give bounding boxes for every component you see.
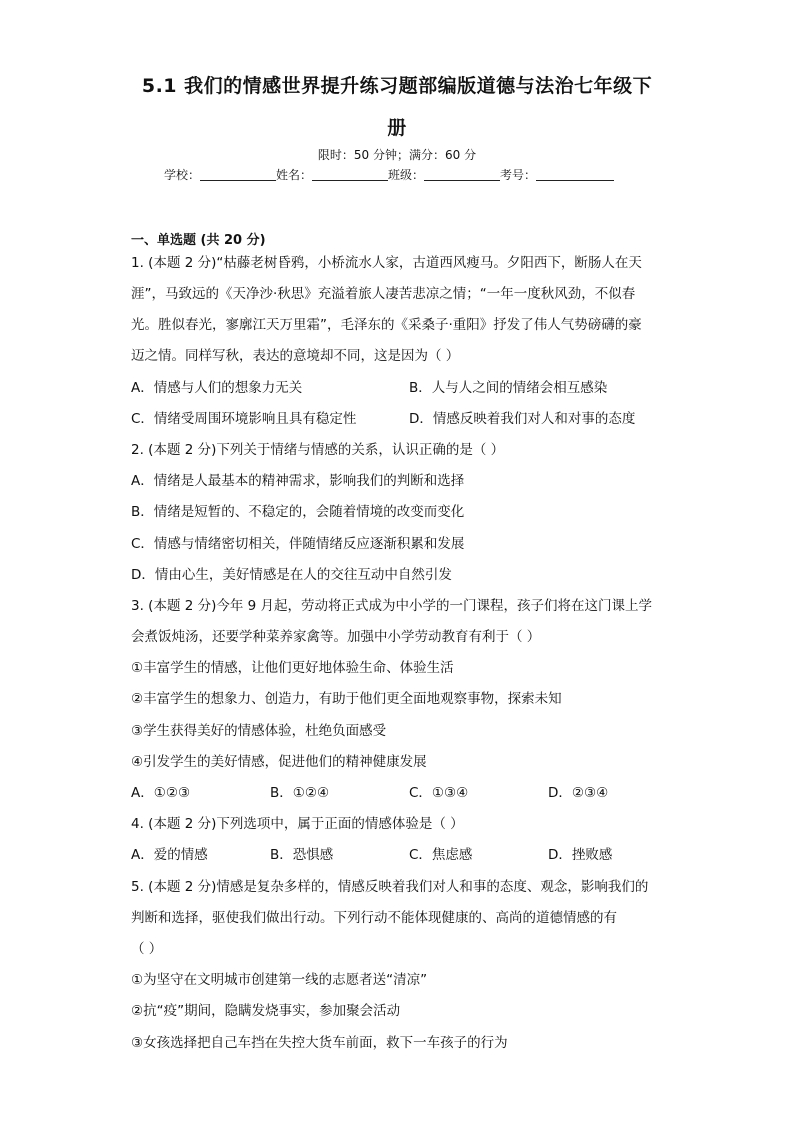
q1-option-d[interactable]: D．情感反映着我们对人和对事的态度	[409, 411, 636, 427]
name-blank[interactable]	[312, 168, 388, 181]
q2-option-d[interactable]: D．情由心生，美好情感是在人的交往互动中自然引发	[131, 567, 452, 583]
q4-option-c[interactable]: C．焦虑感	[409, 847, 473, 863]
q1-option-b[interactable]: B．人与人之间的情绪会相互感染	[409, 380, 608, 396]
q3-line: 3. (本题 2 分)今年 9 月起，劳动将正式成为中小学的一门课程，孩子们将在这门课上学	[131, 598, 653, 614]
q2-option-a[interactable]: A．情绪是人最基本的精神需求，影响我们的判断和选择	[131, 473, 465, 489]
doc-title-line1: 5.1 我们的情感世界提升练习题部编版道德与法治七年级下	[141, 75, 653, 97]
q4-stem: 4. (本题 2 分)下列选项中，属于正面的情感体验是（ ）	[131, 816, 464, 832]
q2-option-c[interactable]: C．情感与情绪密切相关，伴随情绪反应逐渐积累和发展	[131, 536, 465, 552]
q5-line: 5. (本题 2 分)情感是复杂多样的，情感反映着我们对人和事的态度、观念，影响我们的	[131, 879, 649, 895]
q3-item: ①丰富学生的情感，让他们更好地体验生命、体验生活	[131, 660, 454, 676]
school-label: 学校：	[164, 168, 201, 182]
section-heading: 一、单选题 (共 20 分)	[131, 233, 266, 248]
doc-title-line2: 册	[387, 117, 407, 139]
student-info-fields	[164, 166, 614, 183]
exam-no-label: 考号：	[500, 168, 537, 182]
q1-line: 1. (本题 2 分)“枯藤老树昏鸦，小桥流水人家，古道西风瘦马。夕阳西下，断肠人在天	[131, 255, 642, 271]
q5-line: （ ）	[131, 941, 163, 957]
name-label: 姓名：	[276, 168, 313, 182]
q4-option-b[interactable]: B．恐惧感	[270, 847, 334, 863]
exam-no-blank[interactable]	[536, 168, 614, 181]
q3-option-a[interactable]: A．①②③	[131, 785, 191, 801]
q1-line: 光。胜似春光，寥廓江天万里霜”，毛泽东的《采桑子·重阳》抒发了伟人气势磅礴的豪	[131, 317, 642, 333]
q1-option-c[interactable]: C．情绪受周围环境影响且具有稳定性	[131, 411, 357, 427]
class-label: 班级：	[388, 168, 425, 182]
q2-option-b[interactable]: B．情绪是短暂的、不稳定的，会随着情境的改变而变化	[131, 504, 465, 520]
q1-option-a[interactable]: A．情感与人们的想象力无关	[131, 380, 303, 396]
q5-item: ②抗“疫”期间，隐瞒发烧事实，参加聚会活动	[131, 1003, 401, 1019]
q1-line: 涯”，马致远的《天净沙·秋思》充溢着旅人凄苦悲凉之情；“一年一度秋风劲，不似春	[131, 286, 636, 302]
q1-line: 迈之情。同样写秋，表达的意境却不同，这是因为（ ）	[131, 348, 460, 364]
class-blank[interactable]	[424, 168, 500, 181]
q4-option-a[interactable]: A．爱的情感	[131, 847, 208, 863]
time-score-info: 限时：50 分钟；满分：60 分	[317, 148, 477, 162]
q3-option-b[interactable]: B．①②④	[270, 785, 330, 801]
q5-line: 判断和选择，驱使我们做出行动。下列行动不能体现健康的、高尚的道德情感的有	[131, 910, 617, 926]
q5-item: ③女孩选择把自己车挡在失控大货车前面，救下一车孩子的行为	[131, 1035, 508, 1051]
q2-stem: 2. (本题 2 分)下列关于情绪与情感的关系，认识正确的是（ ）	[131, 442, 505, 458]
q3-option-c[interactable]: C．①③④	[409, 785, 469, 801]
school-blank[interactable]	[200, 168, 276, 181]
q3-line: 会煮饭炖汤，还要学种菜养家禽等。加强中小学劳动教育有利于（ ）	[131, 629, 541, 645]
q3-item: ②丰富学生的想象力、创造力，有助于他们更全面地观察事物，探索未知	[131, 691, 562, 707]
q4-option-d[interactable]: D．挫败感	[548, 847, 613, 863]
q3-item: ④引发学生的美好情感，促进他们的精神健康发展	[131, 754, 427, 770]
q3-item: ③学生获得美好的情感体验，杜绝负面感受	[131, 723, 387, 739]
q5-item: ①为坚守在文明城市创建第一线的志愿者送“清凉”	[131, 972, 428, 988]
q3-option-d[interactable]: D．②③④	[548, 785, 609, 801]
